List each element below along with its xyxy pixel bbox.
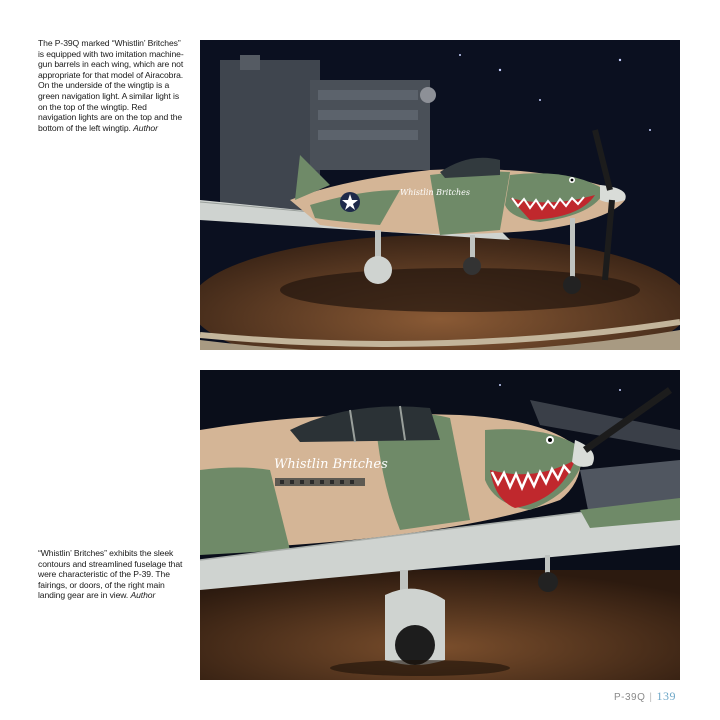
caption-top bbox=[38, 38, 184, 133]
folio-separator: | bbox=[649, 692, 653, 703]
caption-bottom-credit: Author bbox=[130, 590, 156, 601]
section-title: P-39Q bbox=[613, 692, 646, 703]
nose-art-text-close: Whistlin Britches bbox=[274, 457, 388, 472]
caption-top-text: The P-39Q marked “Whistlin’ Britches” is equipped with two imitation machine-gun barrels in each wing, which are not appropriate for that model of Airacobra. On the underside of the wingtip is a green navigation light. A similar light is on the top of the wingtip. Red navigation lights are on the top and the bottom of the left wingtip. bbox=[38, 38, 184, 133]
caption-bottom-text: “Whistlin’ Britches” exhibits the sleek contours and streamlined fuselage that were characteristic of the P-39. The fairings, or doors, of the right main landing gear are in view. bbox=[38, 548, 183, 601]
page-number: 139 bbox=[656, 689, 676, 703]
photo-aircraft-side-view bbox=[200, 40, 680, 350]
page-folio bbox=[614, 689, 676, 704]
caption-top-credit: Author bbox=[133, 122, 158, 133]
photo-aircraft-close-up-image bbox=[200, 370, 680, 680]
photo-aircraft-side-view-image bbox=[200, 40, 680, 350]
caption-bottom bbox=[38, 548, 184, 601]
nose-art-text-top: Whistlin Britches bbox=[400, 188, 471, 197]
photo-aircraft-close-up bbox=[200, 370, 680, 680]
